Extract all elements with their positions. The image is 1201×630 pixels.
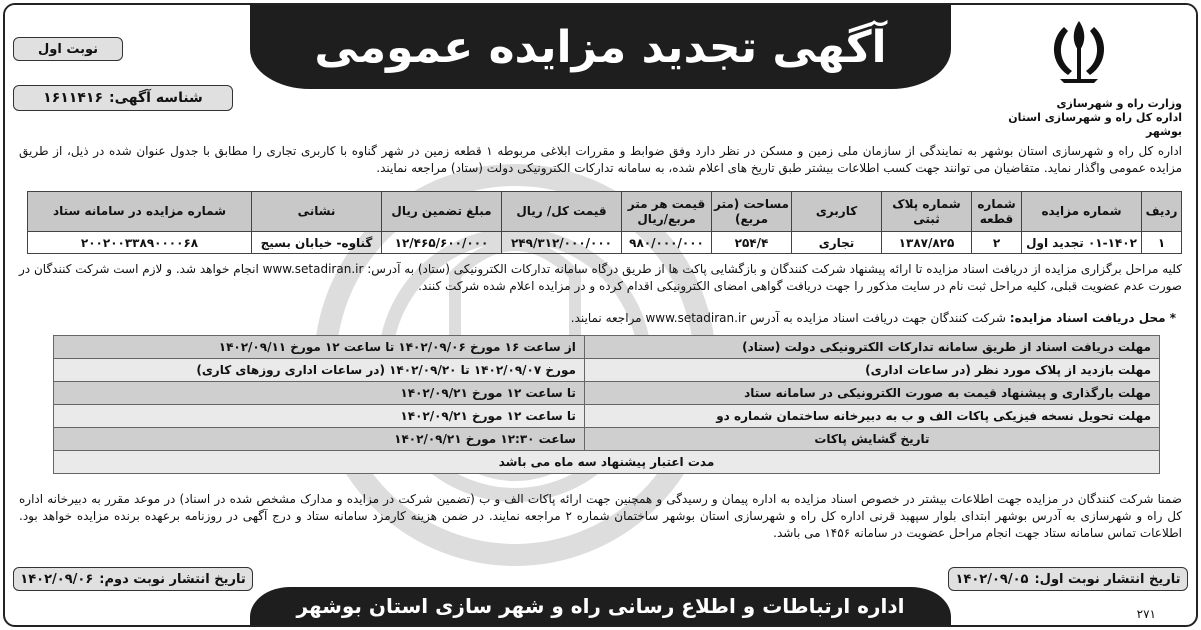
col-header: شماره پلاک ثبتی: [882, 192, 972, 232]
table-cell: ۹۸۰/۰۰۰/۰۰۰: [622, 232, 712, 254]
docs-label: * محل دریافت اسناد مزایده:: [1009, 311, 1176, 325]
schedule-value: مورخ ۱۴۰۲/۰۹/۰۷ تا ۱۴۰۲/۰۹/۲۰ (در ساعات اداری روزهای کاری): [54, 359, 585, 382]
publish-first-label: تاریخ انتشار نوبت اول:: [1034, 571, 1181, 587]
procedure-paragraph: کلیه مراحل برگزاری مزایده از دریافت اسناد مزایده تا ارائه پیشنهاد شرکت کنندگان و بازگشایی پاکت ها از طریق درگاه سامانه تدارکات الکترونیکی (ستاد) به آدرس: www.setadiran.ir انجام خواهد شد. و لازم است شرکت کنندگان در صورت عدم عضویت قبلی، کلیه مراحل ثبت نام در سایت مذکور را جهت دریافت گواهی امضای الکترونیکی اقدام کرده و در مزایده اعلام شده شرکت کنند.: [19, 262, 1182, 293]
ministry-name: [972, 97, 1182, 139]
validity-note: مدت اعتبار پیشنهاد سه ماه می باشد: [54, 451, 1160, 474]
iran-emblem-icon: [1034, 17, 1124, 85]
schedule-value: تا ساعت ۱۲ مورخ ۱۴۰۲/۰۹/۲۱: [54, 405, 585, 428]
col-header: ردیف: [1142, 192, 1182, 232]
table-cell: ۲: [972, 232, 1022, 254]
col-header: نشانی: [252, 192, 382, 232]
publish-first-badge: [948, 567, 1188, 591]
table-cell: ۲۵۴/۴: [712, 232, 792, 254]
col-header: شماره مزایده: [1022, 192, 1142, 232]
nobat-badge: نوبت اول: [13, 37, 123, 61]
col-header: مبلغ تضمین ریال: [382, 192, 502, 232]
publish-second-label: تاریخ انتشار نوبت دوم:: [99, 571, 246, 587]
page-title: آگهی تجدید مزایده عمومی: [314, 21, 887, 73]
shenase-badge: [13, 85, 233, 111]
schedule-label: تاریخ گشایش پاکات: [584, 428, 1159, 451]
col-header: قیمت هر متر مربع/ریال: [622, 192, 712, 232]
header: [5, 5, 1196, 93]
table-cell: ۱۳۸۷/۸۲۵: [882, 232, 972, 254]
col-header: قیمت کل/ ریال: [502, 192, 622, 232]
shenase-label: شناسه آگهی:: [109, 90, 203, 106]
auction-table-header-row: [28, 192, 1182, 232]
notice-frame: [3, 3, 1198, 627]
schedule-label: مهلت تحویل نسخه فیزیکی پاکات الف و ب به دبیرخانه ساختمان شماره دو: [584, 405, 1159, 428]
docs-text: شرکت کنندگان جهت دریافت اسناد مزایده به آدرس www.setadiran.ir مراجعه نمایند.: [570, 311, 1006, 325]
col-header: کاربری: [792, 192, 882, 232]
schedule-row: [54, 382, 1160, 405]
intro-paragraph: اداره کل راه و شهرسازی استان بوشهر به نمایندگی از سازمان ملی زمین و مسکن در نظر دارد وفق ضوابط و مقررات ابلاغی مربوطه ۱ قطعه زمین در شهر گناوه با کاربری تجاری را مطابق با جدول عنوان شده در ذیل، از طریق مزایده عمومی واگذار نماید. متقاضیان می توانند جهت کسب اطلاعات بیشتر طبق تاریخ های اعلام شده، به سامانه تدارکات الکترونیکی دولت (ستاد) مراجعه نمایند.: [19, 144, 1182, 175]
col-header: شماره مزایده در سامانه ستاد: [28, 192, 252, 232]
ministry-line1: وزارت راه و شهرسازی: [1056, 97, 1182, 110]
table-cell: تجاری: [792, 232, 882, 254]
schedule-value: از ساعت ۱۶ مورخ ۱۴۰۲/۰۹/۰۶ تا ساعت ۱۲ مورخ ۱۴۰۲/۰۹/۱۱: [54, 336, 585, 359]
schedule-table: [53, 335, 1160, 474]
schedule-row: [54, 428, 1160, 451]
publish-second-date: ۱۴۰۲/۰۹/۰۶: [20, 571, 94, 587]
shenase-value: ۱۶۱۱۴۱۶: [43, 90, 103, 106]
footer-banner: [250, 587, 951, 625]
publish-first-date: ۱۴۰۲/۰۹/۰۵: [955, 571, 1029, 587]
auction-table: [27, 191, 1182, 254]
schedule-row: [54, 451, 1160, 474]
table-cell: ۰۱-۱۴۰۲ تجدید اول: [1022, 232, 1142, 254]
ministry-line2: اداره کل راه و شهرسازی استان بوشهر: [1008, 111, 1182, 138]
schedule-row: [54, 359, 1160, 382]
schedule-label: مهلت بارگذاری و پیشنهاد قیمت به صورت الکترونیکی در سامانه ستاد: [584, 382, 1159, 405]
docs-location: [19, 311, 1176, 325]
col-header: شماره قطعه: [972, 192, 1022, 232]
schedule-value: ساعت ۱۲:۳۰ مورخ ۱۴۰۲/۰۹/۲۱: [54, 428, 585, 451]
col-header: مساحت (متر مربع): [712, 192, 792, 232]
table-cell: گناوه- خیابان بسیج: [252, 232, 382, 254]
title-banner: [250, 5, 951, 89]
schedule-row: [54, 405, 1160, 428]
schedule-value: تا ساعت ۱۲ مورخ ۱۴۰۲/۰۹/۲۱: [54, 382, 585, 405]
footer-text: اداره ارتباطات و اطلاع رسانی راه و شهر سازی استان بوشهر: [296, 594, 905, 618]
contact-paragraph: ضمنا شرکت کنندگان در مزایده جهت اطلاعات بیشتر در خصوص اسناد مزایده به اداره پیمان و رسیدگی و همچنین جهت ارائه پاکات الف و ب (تضمین شرکت در مزایده و مدارک مشخص شده در اسناد) در موعد مقرر به دبیرخانه اداره کل راه و شهرسازی به آدرس بوشهر ابتدای بلوار سپهبد قرنی اداره کل راه و شهرسازی استان بوشهر ساختمان شماره ۲ مراجعه نمایند. در ضمن هزینه کارمزد سامانه ستاد و درج آگهی در روزنامه برعهده برنده مزایده خواهد بود. اطلاعات تماس سامانه ستاد جهت انجام مراحل عضویت در سامانه ۱۴۵۶ می باشد.: [19, 492, 1183, 540]
table-cell: ۲۰۰۲۰۰۳۳۸۹۰۰۰۰۶۸: [28, 232, 252, 254]
schedule-label: مهلت بازدید از پلاک مورد نظر (در ساعات اداری): [584, 359, 1159, 382]
page-number: ۲۷۱: [1136, 607, 1156, 621]
table-row: [28, 232, 1182, 254]
schedule-row: [54, 336, 1160, 359]
publish-second-badge: [13, 567, 253, 591]
table-cell: ۱۲/۴۶۵/۶۰۰/۰۰۰: [382, 232, 502, 254]
schedule-label: مهلت دریافت اسناد از طریق سامانه تدارکات الکترونیکی دولت (ستاد): [584, 336, 1159, 359]
table-cell: ۱: [1142, 232, 1182, 254]
table-cell: ۲۴۹/۳۱۲/۰۰۰/۰۰۰: [502, 232, 622, 254]
